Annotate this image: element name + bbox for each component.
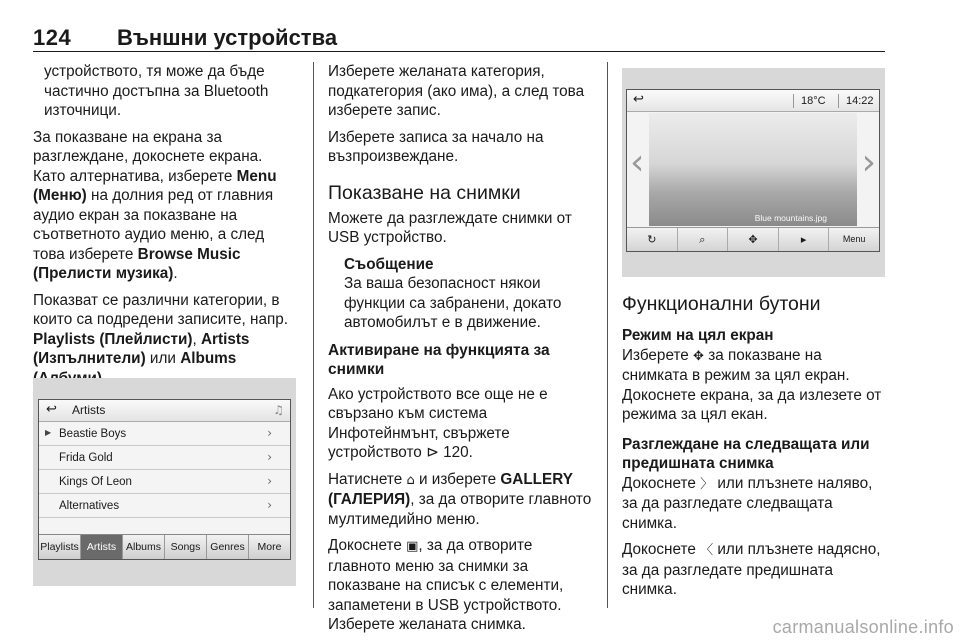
column-2 — [328, 62, 598, 642]
infotainment-screen — [38, 399, 291, 560]
fullscreen-icon: ✥ — [728, 228, 779, 251]
tab-artists: Artists — [81, 535, 123, 559]
list-item — [39, 471, 290, 494]
column-divider — [607, 62, 608, 608]
home-icon: ⌂ — [406, 472, 415, 488]
note-title: Съобщение — [344, 255, 434, 273]
menu-button: Menu — [842, 234, 866, 244]
chevron-left-icon: 〈 — [700, 543, 714, 558]
watermark: carmanualsonline.info — [772, 617, 954, 637]
page-title: Външни устройства — [117, 25, 338, 50]
tab-songs: Songs — [165, 535, 207, 559]
paragraph: Изберете желаната категория, подкатегория (ако има), а след това изберете запис. — [328, 63, 585, 119]
paragraph: Докоснете 〉 или плъзнете наляво, за да разгледате следващата снимка. — [622, 474, 873, 532]
list-item — [39, 495, 290, 518]
back-arrow-icon: ↩ — [46, 402, 57, 417]
fullscreen-icon: ✥ — [693, 348, 704, 364]
page-number: 124 — [33, 25, 72, 50]
screen-status-bar — [627, 90, 879, 112]
chevron-left-icon: ‹ — [630, 142, 645, 183]
section-heading: Показване на снимки — [328, 181, 521, 204]
paragraph: Можете да разглеждате снимки от USB устройство. — [328, 209, 572, 246]
paragraph: Изберете записа за начало на възпроизвеждане. — [328, 128, 544, 165]
paragraph: Изберете ✥ за показване на снимката в режим за цял екран. Докоснете екрана, за да излезете от режима за цял екан. — [622, 346, 882, 423]
picture-icon: ▣ — [406, 539, 419, 554]
temperature: 18°C — [801, 95, 826, 107]
play-icon: ▸ — [779, 228, 830, 251]
infotainment-screen — [626, 89, 880, 252]
paragraph: Докоснете ▣, за да отворите главното меню за снимки за показване на списък с елементи, запаметени в USB устройството. Изберете желаната снимка. — [328, 537, 564, 633]
paragraph: Натиснете ⌂ и изберете GALLERY (ГАЛЕРИЯ), за да отворите главното мултимедийно меню. — [328, 470, 592, 528]
subsection-heading: Режим на цял екран — [622, 327, 774, 344]
category-tabs — [39, 534, 290, 559]
divider — [838, 94, 839, 108]
column-divider — [313, 62, 314, 608]
photo — [649, 113, 857, 226]
list-item-label: Alternatives — [59, 500, 120, 512]
column-3 — [622, 292, 888, 607]
paragraph: устройството, тя може да бъде частично достъпна за Bluetooth източници. — [44, 63, 269, 119]
note-box — [328, 255, 598, 333]
subsection-heading: Разглеждане на следващата или предишната снимка — [622, 435, 870, 472]
paragraph: За показване на екрана за разглеждане, докоснете екрана. Като алтернатива, изберете Menu (Меню) на долния ред от главния аудио екран за показване на съответното аудио меню, а след това изберете Browse Music (Прелисти музика). — [33, 128, 277, 282]
clock: 14:22 — [846, 95, 874, 107]
gallery-controls — [627, 227, 879, 251]
page-reference: ⊳ 120. — [426, 444, 473, 461]
chevron-right-icon: › — [267, 498, 272, 512]
music-note-icon: ♫ — [273, 403, 284, 417]
chevron-right-icon: 〉 — [700, 476, 714, 492]
note-text: За ваша безопасност някои функции са забранени, докато автомобилът е в движение. — [344, 275, 562, 331]
chevron-right-icon: › — [861, 142, 876, 183]
chevron-right-icon: › — [267, 426, 272, 440]
section-heading: Функционални бутони — [622, 293, 821, 315]
gallery-screenshot — [622, 68, 885, 277]
tab-albums: Albums — [123, 535, 165, 559]
subsection-heading: Активиране на функцията за снимки — [328, 341, 550, 378]
paragraph: Показват се различни категории, в които са подредени записите, напр. Playlists (Плейлисти), Artists (Изпълнители) или Albums — [33, 291, 289, 367]
expand-arrow-icon: ▶ — [45, 428, 52, 437]
list-item-label: Kings Of Leon — [59, 476, 132, 488]
paragraph: Докоснете 〈 или плъзнете надясно, за да разгледате предишната снимка. — [622, 541, 881, 598]
column-1 — [33, 62, 299, 395]
chevron-right-icon: › — [267, 450, 272, 464]
zoom-icon: ⌕ — [678, 228, 729, 251]
paragraph: Ако устройството все още не е свързано към система Инфотейнмънт, свържете устройството ⊳ 120. — [328, 385, 548, 461]
music-browse-screenshot — [33, 378, 296, 586]
tab-more: More — [257, 541, 282, 553]
tab-playlists: Playlists — [39, 535, 81, 559]
divider — [793, 94, 794, 108]
rotate-icon: ↻ — [627, 228, 678, 251]
list-item — [39, 447, 290, 470]
chevron-right-icon: › — [267, 474, 272, 488]
list-item-label: Beastie Boys — [59, 428, 127, 440]
screen-title-bar — [39, 400, 290, 422]
photo-caption: Blue mountains.jpg — [754, 213, 827, 223]
back-arrow-icon: ↩ — [633, 92, 644, 107]
page-header — [33, 0, 885, 52]
list-item — [39, 423, 290, 446]
list-item-label: Frida Gold — [59, 452, 113, 464]
screen-title: Artists — [72, 403, 106, 417]
tab-genres: Genres — [207, 535, 249, 559]
